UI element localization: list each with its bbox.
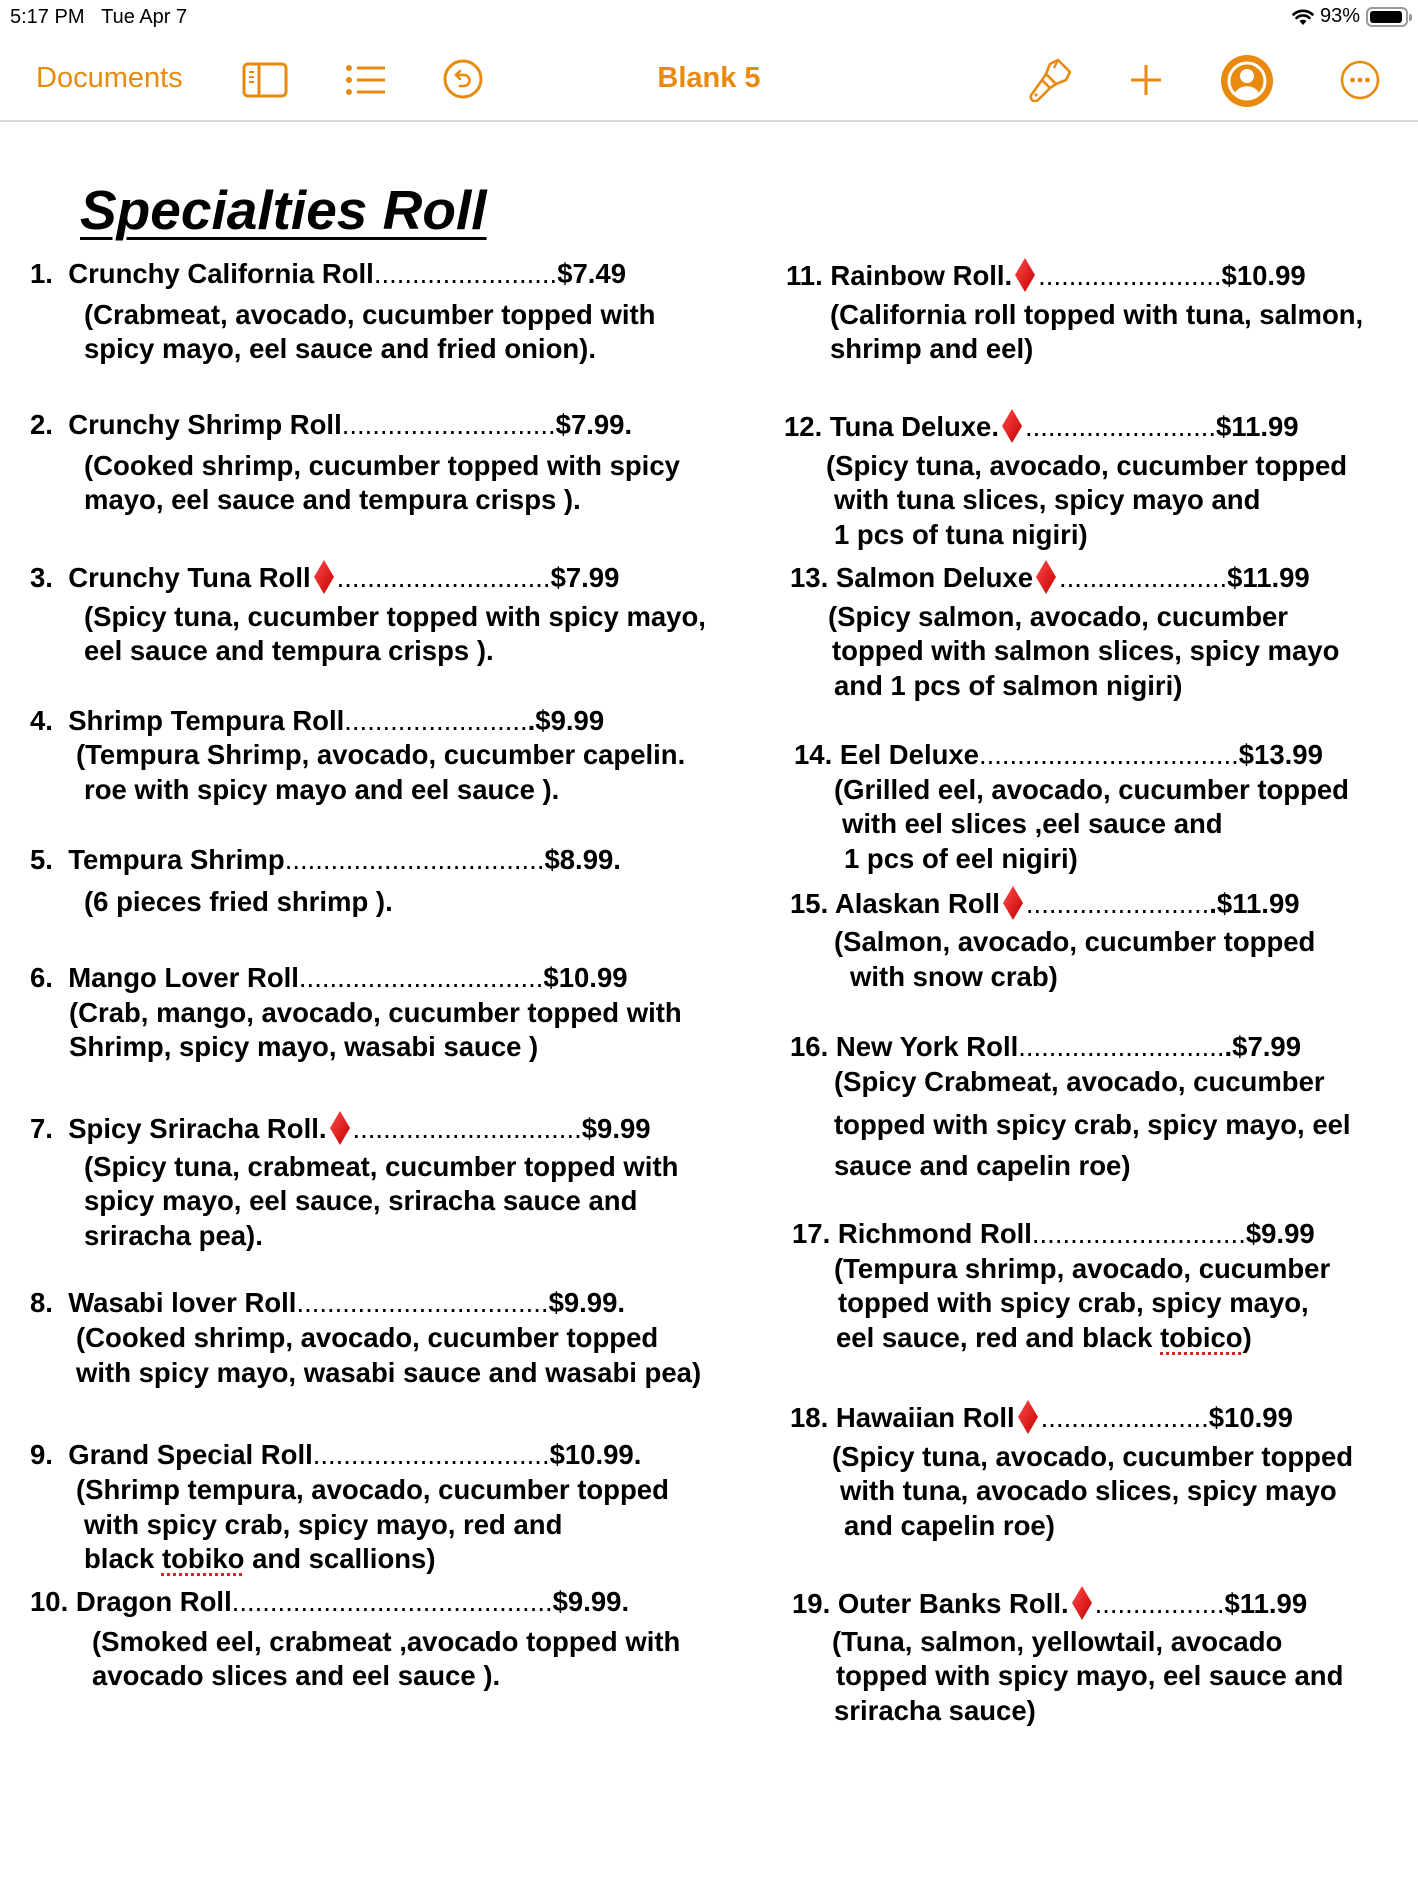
- item-description-line[interactable]: (Spicy tuna, crabmeat, cucumber topped with: [84, 1151, 679, 1182]
- item-description-line[interactable]: (6 pieces fried shrimp ).: [84, 886, 393, 917]
- battery-icon: [1366, 7, 1408, 27]
- item-price: $7.99.: [555, 409, 633, 440]
- item-name: Mango Lover Roll: [68, 962, 299, 993]
- item-number: 2.: [30, 409, 53, 440]
- item-price: $9.99.: [548, 1287, 626, 1318]
- menu-item-heading[interactable]: [786, 257, 1306, 293]
- item-description-line[interactable]: 1 pcs of tuna nigiri): [834, 519, 1088, 550]
- item-description-line[interactable]: sriracha sauce): [834, 1695, 1036, 1726]
- dot-leader: ..................................: [978, 739, 1239, 770]
- list-icon: [345, 64, 387, 96]
- item-price: $7.49: [557, 258, 627, 289]
- item-name: Grand Special Roll: [68, 1439, 313, 1470]
- item-name: New York Roll: [835, 1031, 1019, 1062]
- item-number: 8.: [30, 1287, 53, 1318]
- menu-item-heading[interactable]: [784, 408, 1299, 444]
- item-description-line[interactable]: (Crab, mango, avocado, cucumber topped with: [69, 997, 682, 1028]
- menu-item-heading[interactable]: [794, 738, 1323, 772]
- item-description-line[interactable]: spicy mayo, eel sauce and fried onion).: [84, 333, 596, 364]
- item-description-line[interactable]: with spicy crab, spicy mayo, red and: [84, 1509, 563, 1540]
- item-price: .$7.99: [1224, 1031, 1302, 1062]
- collaborate-icon: [1220, 54, 1274, 108]
- red-diamond-icon: [1035, 559, 1057, 595]
- item-description-line[interactable]: mayo, eel sauce and tempura crisps ).: [84, 484, 581, 515]
- item-description-line[interactable]: (Spicy salmon, avocado, cucumber: [828, 601, 1289, 632]
- description-text: black: [84, 1543, 162, 1574]
- item-price: $10.99: [1208, 1402, 1293, 1433]
- more-button[interactable]: [1338, 58, 1382, 102]
- item-price: $13.99: [1238, 739, 1323, 770]
- dot-leader: .................: [1094, 1588, 1225, 1619]
- item-description-line[interactable]: (Tempura shrimp, avocado, cucumber: [834, 1253, 1331, 1284]
- item-number: 19.: [792, 1588, 831, 1619]
- item-name: Crunchy California Roll: [68, 258, 374, 289]
- battery-percent: 93%: [1319, 5, 1360, 27]
- menu-item-heading[interactable]: [792, 1585, 1307, 1621]
- description-text: ): [1242, 1322, 1252, 1353]
- item-description-line[interactable]: with tuna, avocado slices, spicy mayo: [840, 1475, 1337, 1506]
- plus-icon: [1129, 63, 1163, 97]
- item-number: 4.: [30, 705, 53, 736]
- item-name: Outer Banks Roll.: [837, 1588, 1069, 1619]
- dot-leader: ........................: [1038, 260, 1222, 291]
- red-diamond-icon: [329, 1110, 351, 1146]
- misspelled-word[interactable]: tobiko: [161, 1543, 245, 1574]
- paintbrush-icon: [1028, 58, 1072, 102]
- dot-leader: ............................: [1031, 1218, 1246, 1249]
- item-description-line[interactable]: shrimp and eel): [830, 333, 1034, 364]
- item-number: 16.: [790, 1031, 829, 1062]
- item-description-line[interactable]: with snow crab): [850, 961, 1058, 992]
- wifi-icon: [1292, 8, 1314, 26]
- item-name: Rainbow Roll.: [830, 260, 1013, 291]
- item-price: .$11.99: [1209, 888, 1300, 919]
- item-price: $8.99.: [544, 844, 621, 875]
- item-description-line[interactable]: with eel slices ,eel sauce and: [842, 808, 1223, 839]
- item-name: Wasabi lover Roll: [68, 1287, 297, 1318]
- red-diamond-icon: [1017, 1399, 1039, 1435]
- menu-item-heading[interactable]: [790, 559, 1310, 595]
- item-description-line[interactable]: (Spicy tuna, cucumber topped with spicy mayo,: [84, 601, 706, 632]
- item-price: $9.99.: [552, 1586, 630, 1617]
- sidebar-icon: [242, 62, 288, 98]
- item-description-line[interactable]: (Spicy tuna, avocado, cucumber topped: [826, 450, 1348, 481]
- menu-item-heading[interactable]: [30, 1286, 625, 1320]
- menu-item-heading[interactable]: [30, 961, 628, 995]
- item-number: 18.: [790, 1402, 829, 1433]
- undo-button[interactable]: [442, 58, 484, 100]
- documents-button[interactable]: Documents: [36, 62, 183, 94]
- item-description-line[interactable]: and 1 pcs of salmon nigiri): [834, 670, 1183, 701]
- item-price: $10.99: [1221, 260, 1306, 291]
- item-price: $9.99: [581, 1113, 651, 1144]
- insert-button[interactable]: [1126, 60, 1166, 100]
- menu-item-heading[interactable]: [30, 257, 626, 291]
- document-title-bar: [0, 62, 1418, 95]
- dot-leader: ..................................: [284, 844, 545, 875]
- item-name: Tempura Shrimp: [68, 844, 285, 875]
- sidebar-button[interactable]: [242, 60, 288, 100]
- menu-item-heading[interactable]: [30, 408, 632, 442]
- item-price: $10.99: [543, 962, 628, 993]
- item-description-line[interactable]: topped with spicy crab, spicy mayo,: [838, 1287, 1309, 1318]
- item-price: .$9.99: [527, 705, 605, 736]
- item-description-line[interactable]: (Cooked shrimp, cucumber topped with spicy: [84, 450, 680, 481]
- item-name: Richmond Roll: [837, 1218, 1032, 1249]
- item-description-line[interactable]: (Salmon, avocado, cucumber topped: [834, 926, 1316, 957]
- item-description-line[interactable]: with tuna slices, spicy mayo and: [834, 484, 1261, 515]
- item-price: $11.99: [1227, 562, 1310, 593]
- item-description-line[interactable]: and capelin roe): [844, 1510, 1055, 1541]
- status-indicators: [1292, 5, 1408, 28]
- item-description-line[interactable]: with spicy mayo, wasabi sauce and wasabi pea): [76, 1357, 702, 1388]
- menu-item-heading[interactable]: [790, 1030, 1301, 1064]
- item-description-line[interactable]: [836, 1321, 1252, 1355]
- battery-fill: [1370, 11, 1402, 23]
- item-description-line[interactable]: spicy mayo, eel sauce, sriracha sauce and: [84, 1185, 638, 1216]
- red-diamond-icon: [313, 559, 335, 595]
- dot-leader: ........................: [344, 705, 528, 736]
- menu-item-heading[interactable]: [790, 885, 1300, 921]
- undo-icon: [443, 59, 483, 99]
- dot-leader: ......................: [1040, 1402, 1209, 1433]
- dot-leader: ............................: [336, 562, 551, 593]
- item-number: 1.: [30, 258, 53, 289]
- menu-item-heading[interactable]: [30, 843, 621, 877]
- item-description-line[interactable]: (California roll topped with tuna, salmon,: [830, 299, 1364, 330]
- item-name: Spicy Sriracha Roll.: [68, 1113, 327, 1144]
- red-diamond-icon: [1014, 257, 1036, 293]
- page-title: Specialties Roll: [80, 179, 487, 241]
- item-name: Hawaiian Roll: [835, 1402, 1015, 1433]
- item-name: Dragon Roll: [75, 1586, 232, 1617]
- dot-leader: ......................: [1059, 562, 1228, 593]
- item-price: $7.99: [550, 562, 620, 593]
- item-number: 14.: [794, 739, 833, 770]
- item-description-line[interactable]: roe with spicy mayo and eel sauce ).: [84, 774, 560, 805]
- menu-item-heading[interactable]: [30, 1585, 629, 1619]
- item-description-line[interactable]: (Shrimp tempura, avocado, cucumber topped: [76, 1474, 669, 1505]
- item-name: Crunchy Shrimp Roll: [68, 409, 342, 440]
- item-number: 6.: [30, 962, 53, 993]
- item-number: 13.: [790, 562, 829, 593]
- red-diamond-icon: [1001, 408, 1023, 444]
- item-description-line[interactable]: topped with spicy crab, spicy mayo, eel: [834, 1109, 1351, 1140]
- dot-leader: .........................: [1024, 411, 1216, 442]
- item-description-line[interactable]: (Tempura Shrimp, avocado, cucumber capelin.: [76, 739, 686, 770]
- item-price: $11.99: [1216, 411, 1299, 442]
- menu-item-heading[interactable]: [30, 704, 604, 738]
- item-description-line[interactable]: [84, 1542, 436, 1576]
- item-name: Alaskan Roll: [834, 888, 1000, 919]
- item-description-line[interactable]: eel sauce and tempura crisps ).: [84, 635, 494, 666]
- item-number: 15.: [790, 888, 829, 919]
- item-number: 11.: [786, 260, 823, 291]
- dot-leader: ........................: [1025, 888, 1210, 919]
- item-name: Salmon Deluxe: [835, 562, 1034, 593]
- item-number: 12.: [784, 411, 823, 442]
- more-icon: [1340, 60, 1380, 100]
- menu-item-heading[interactable]: [30, 1110, 651, 1146]
- item-description-line[interactable]: topped with salmon slices, spicy mayo: [832, 635, 1340, 666]
- document-name[interactable]: Blank 5: [657, 62, 761, 94]
- item-price: $9.99: [1245, 1218, 1315, 1249]
- item-number: 9.: [30, 1439, 53, 1470]
- date: Tue Apr 7: [101, 6, 188, 28]
- item-description-line[interactable]: (Cooked shrimp, avocado, cucumber topped: [76, 1322, 659, 1353]
- item-description-line[interactable]: (Spicy Crabmeat, avocado, cucumber: [834, 1066, 1325, 1097]
- dot-leader: ..........................................: [231, 1586, 553, 1617]
- item-description-line[interactable]: sauce and capelin roe): [834, 1150, 1131, 1181]
- collaborate-button[interactable]: [1220, 54, 1274, 108]
- red-diamond-icon: [1002, 885, 1024, 921]
- item-description-line[interactable]: 1 pcs of eel nigiri): [844, 843, 1078, 874]
- item-description-line[interactable]: (Grilled eel, avocado, cucumber topped: [834, 774, 1349, 805]
- item-number: 5.: [30, 844, 53, 875]
- item-number: 7.: [30, 1113, 53, 1144]
- dot-leader: ................................: [298, 962, 544, 993]
- item-name: Tuna Deluxe.: [829, 411, 999, 442]
- item-description-line[interactable]: avocado slices and eel sauce ).: [92, 1660, 501, 1691]
- description-text: and scallions): [244, 1543, 436, 1574]
- misspelled-word[interactable]: tobico: [1160, 1322, 1243, 1353]
- time: 5:17 PM: [10, 6, 85, 28]
- dot-leader: ..............................: [352, 1113, 582, 1144]
- item-description-line[interactable]: Shrimp, spicy mayo, wasabi sauce ): [69, 1031, 539, 1062]
- item-description-line[interactable]: (Tuna, salmon, yellowtail, avocado: [832, 1626, 1283, 1657]
- item-name: Shrimp Tempura Roll: [68, 705, 345, 736]
- item-name: Eel Deluxe: [839, 739, 979, 770]
- description-text: eel sauce, red and black: [836, 1322, 1161, 1353]
- item-price: $10.99.: [549, 1439, 642, 1470]
- item-number: 17.: [792, 1218, 831, 1249]
- red-diamond-icon: [1071, 1585, 1093, 1621]
- item-description-line[interactable]: (Spicy tuna, avocado, cucumber topped: [832, 1441, 1354, 1472]
- dot-leader: ............................: [341, 409, 556, 440]
- dot-leader: ........................: [373, 258, 558, 289]
- list-button[interactable]: [344, 60, 388, 100]
- dot-leader: ...........................: [1018, 1031, 1225, 1062]
- toolbar: [0, 40, 1418, 122]
- item-description-line[interactable]: sriracha pea).: [84, 1220, 263, 1251]
- item-description-line[interactable]: topped with spicy mayo, eel sauce and: [836, 1660, 1344, 1691]
- menu-item-heading[interactable]: [792, 1217, 1315, 1251]
- menu-item-heading[interactable]: [790, 1399, 1293, 1435]
- item-description-line[interactable]: (Crabmeat, avocado, cucumber topped with: [84, 299, 656, 330]
- item-name: Crunchy Tuna Roll: [68, 562, 311, 593]
- format-button[interactable]: [1026, 56, 1074, 104]
- item-number: 10.: [30, 1586, 69, 1617]
- status-time: [10, 6, 187, 29]
- menu-item-heading[interactable]: [30, 1438, 641, 1472]
- item-number: 3.: [30, 562, 53, 593]
- menu-item-heading[interactable]: [30, 559, 619, 595]
- item-price: $11.99: [1224, 1588, 1308, 1619]
- item-description-line[interactable]: (Smoked eel, crabmeat ,avocado topped with: [92, 1626, 681, 1657]
- dot-leader: ...............................: [312, 1439, 550, 1470]
- dot-leader: .................................: [296, 1287, 549, 1318]
